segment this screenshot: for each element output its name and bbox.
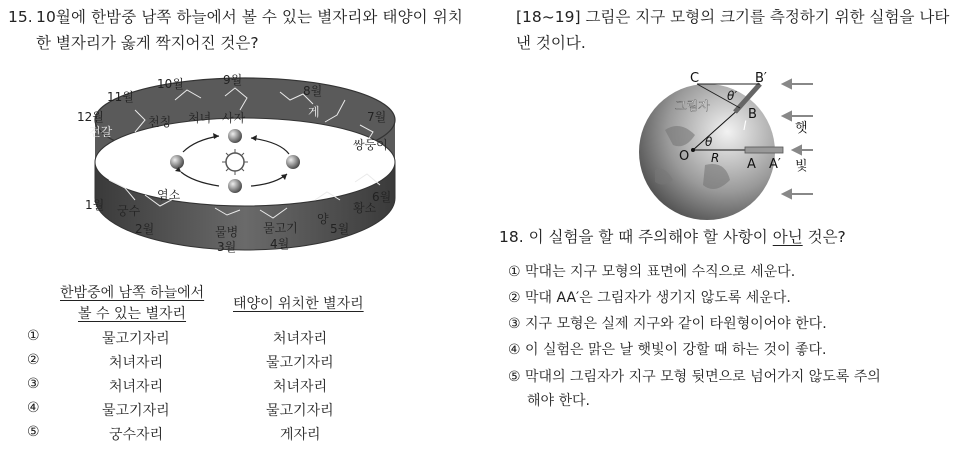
table-cell-col2: 처녀자리 <box>273 331 328 347</box>
choice-mark: ③ <box>508 316 521 332</box>
choice-text: 지구 모형은 실제 지구와 같이 타원형이어야 한다. <box>525 316 827 332</box>
month-label: 12월 <box>77 110 104 124</box>
table-cell-col1: 궁수자리 <box>109 427 164 443</box>
label-B-prime: B′ <box>755 71 767 86</box>
constellation-label: 사자 <box>222 111 246 125</box>
constellation-label: 염소 <box>157 188 181 202</box>
month-label: 6월 <box>372 190 392 204</box>
month-label: 3월 <box>217 240 237 254</box>
constellation-label: 쌍둥이 <box>353 138 388 152</box>
month-label: 8월 <box>303 84 323 98</box>
choice-mark: ⑤ <box>508 369 521 385</box>
constellation-label: 게 <box>308 105 320 119</box>
constellation-label: 양 <box>317 212 329 226</box>
table-row-mark[interactable]: ④ <box>27 400 40 416</box>
globe-experiment-diagram <box>635 70 835 220</box>
table-row-mark[interactable]: ⑤ <box>27 424 40 440</box>
earth-icon-left <box>170 155 184 169</box>
choice-text: 이 실험은 맑은 날 햇빛이 강할 때 하는 것이 좋다. <box>525 342 827 358</box>
table-cell-col2: 물고기자리 <box>266 403 334 419</box>
month-label: 7월 <box>367 110 387 124</box>
table-header-col1-line2: 볼 수 있는 별자리 <box>78 306 187 322</box>
month-label: 1월 <box>85 198 105 212</box>
q18-choice-3[interactable] <box>508 313 827 333</box>
table-row-mark[interactable]: ③ <box>27 376 40 392</box>
table-header-col1-line1: 한밤중에 남쪽 하늘에서 <box>60 285 205 301</box>
month-label: 5월 <box>330 222 350 236</box>
intro-line1: [18~19] 그림은 지구 모형의 크기를 측정하기 위한 실험을 나타 <box>516 8 950 26</box>
q18-stem-pre: 이 실험을 할 때 주의해야 할 사항이 <box>528 228 773 246</box>
choice-text: 막대의 그림자가 지구 모형 뒷면으로 넘어가지 않도록 주의 <box>525 369 881 385</box>
label-l: l <box>743 119 747 133</box>
intro-line2: 낸 것이다. <box>516 34 586 52</box>
table-header-col2: 태양이 위치한 별자리 <box>233 296 364 312</box>
month-label: 11월 <box>107 90 134 104</box>
label-theta-prime: θ′ <box>727 89 738 103</box>
table-cell-col1: 물고기자리 <box>102 403 170 419</box>
label-A-prime: A′ <box>769 157 781 172</box>
label-theta: θ <box>705 135 713 149</box>
q18-stem-post: 것은? <box>802 228 846 246</box>
label-sun-1: 햇 <box>795 121 808 136</box>
q18-stem-underline: 아닌 <box>772 228 803 246</box>
month-label: 4월 <box>270 237 290 251</box>
month-label: 9월 <box>223 73 243 87</box>
table-cell-col1: 처녀자리 <box>109 379 164 395</box>
choice-mark: ① <box>508 264 521 280</box>
label-C: C <box>690 71 700 86</box>
table-cell-col1: 처녀자리 <box>109 355 164 371</box>
table-cell-col2: 물고기자리 <box>266 355 334 371</box>
q18-choice-5-line2: 해야 한다. <box>527 393 590 409</box>
q18-choice-5[interactable] <box>508 366 881 386</box>
q15-stem-line1: 10월에 한밤중 남쪽 하늘에서 볼 수 있는 별자리와 태양이 위치 <box>36 8 463 26</box>
constellation-label: 전갈 <box>89 125 113 139</box>
q18-choice-1[interactable] <box>508 261 795 281</box>
constellation-label: 황소 <box>353 201 377 215</box>
constellation-label: 물병 <box>215 225 239 239</box>
q15-stem-line2: 한 별자리가 옳게 짝지어진 것은? <box>36 34 259 52</box>
zodiac-band-diagram <box>75 70 420 260</box>
earth-icon-top <box>228 129 242 143</box>
constellation-label: 물고기 <box>263 221 298 235</box>
table-cell-col2: 게자리 <box>280 427 321 443</box>
choice-text: 막대 AA′은 그림자가 생기지 않도록 세운다. <box>525 290 791 306</box>
earth-icon-bottom <box>228 179 242 193</box>
earth-icon-right <box>286 155 300 169</box>
q18-stem <box>499 224 846 250</box>
choice-mark: ② <box>508 290 521 306</box>
month-label: 10월 <box>157 77 184 91</box>
table-cell-col2: 처녀자리 <box>273 379 328 395</box>
constellation-label: 궁수 <box>117 204 141 218</box>
label-O: O <box>679 149 690 164</box>
label-R: R <box>711 151 720 165</box>
label-shadow: 그림자 <box>675 99 710 113</box>
choice-mark: ④ <box>508 342 521 358</box>
q18-choice-4[interactable] <box>508 339 826 359</box>
constellation-label: 처녀 <box>188 111 212 125</box>
q15-number: 15. <box>8 8 33 26</box>
label-B: B <box>748 107 757 122</box>
q18-number: 18. <box>499 228 524 246</box>
table-row-mark[interactable]: ① <box>27 328 40 344</box>
table-row-mark[interactable]: ② <box>27 352 40 368</box>
constellation-label: 천칭 <box>148 115 172 129</box>
month-label: 2월 <box>135 222 155 236</box>
rod-AA-prime <box>745 147 783 153</box>
table-cell-col1: 물고기자리 <box>102 331 170 347</box>
q18-choice-2[interactable] <box>508 287 791 307</box>
label-A: A <box>747 157 756 172</box>
choice-text: 막대는 지구 모형의 표면에 수직으로 세운다. <box>525 264 796 280</box>
label-sun-2: 빛 <box>795 159 808 174</box>
